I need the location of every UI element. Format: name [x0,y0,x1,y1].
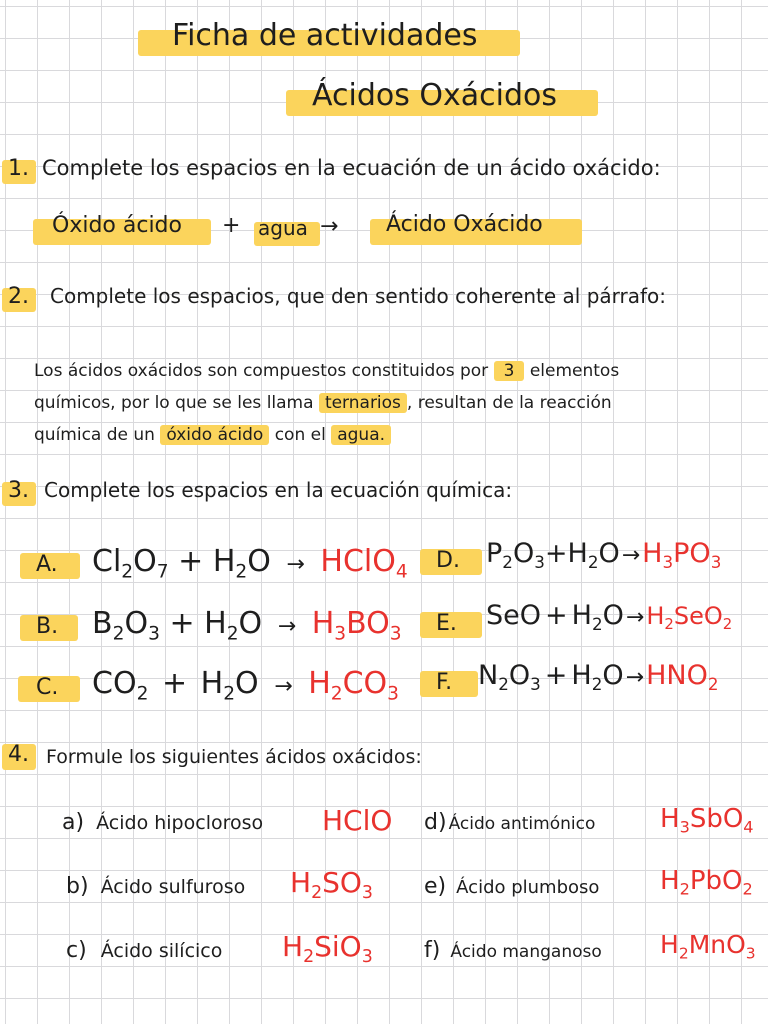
q4-item-b-formula: $H_2SO_3$ [290,866,373,904]
q3-number: 3. [8,478,29,503]
eq-b-arrow: → [277,614,297,639]
eq-f-reactant: $N_2O_3$ [478,660,541,694]
eq-f-label: F. [436,670,453,695]
q2-line-2 [34,387,619,419]
eq-e-arrow: → [625,605,645,630]
eq-d-label: D. [436,548,460,573]
q1-result: Ácido Oxácido [386,212,543,237]
eq-e-reactant: SeO [486,600,542,631]
q2-line2-text-a: químicos, por lo que se les llama [34,393,314,413]
eq-b [92,606,402,645]
eq-e-water: $H_2O$ [571,600,624,634]
q1-plus: + [222,213,241,238]
eq-f-water: $H_2O$ [571,660,624,694]
eq-c-label: C. [36,675,59,700]
eq-c-arrow: → [274,674,293,699]
q2-blank-3: óxido ácido [160,425,269,445]
page-title: Ficha de actividades [172,18,478,53]
eq-a-plus: + [178,544,204,579]
eq-a-label: A. [36,552,58,577]
eq-f-arrow: → [625,665,645,690]
q4-item-c [66,938,222,963]
q2-number: 2. [8,284,29,309]
q4-item-f-label: f) [424,938,441,963]
q4-item-e-label: e) [424,874,447,899]
q2-paragraph [34,355,619,451]
eq-e-label: E. [436,611,457,636]
eq-c-plus: + [161,666,188,701]
eq-d [486,538,722,572]
q4-item-b-name: Ácido sulfuroso [100,876,246,898]
q1-term2: agua [258,216,308,240]
q4-item-a-formula: HClO [322,804,393,837]
page-subtitle: Ácidos Oxácidos [312,78,557,113]
q2-prompt: Complete los espacios, que den sentido coherente al párrafo: [50,284,667,308]
q1-arrow: → [320,214,339,239]
q1-prompt: Complete los espacios en la ecuación de un ácido oxácido: [42,156,661,180]
q4-item-a-label: a) [62,810,85,835]
eq-d-product: $H_3PO_3$ [642,538,722,572]
eq-a-reactant: $Cl_2O_7$ [92,544,169,583]
eq-c-reactant: $CO_2$ [92,666,149,705]
q4-item-b [66,874,245,899]
q4-item-d [424,810,595,835]
q2-line-1 [34,355,619,387]
q1-number: 1. [8,156,29,181]
eq-e [486,600,733,634]
eq-b-product: $H_3BO_3$ [311,606,402,645]
q4-item-e-formula: $H_2PbO_2$ [660,866,753,899]
q4-item-e-name: Ácido plumboso [456,877,600,898]
eq-a-arrow: → [286,552,305,577]
q4-item-a-name: Ácido hipocloroso [96,812,264,834]
q4-item-f-formula: $H_2MnO_3$ [660,930,756,963]
q2-line3-text-b: con el [274,425,326,445]
eq-c-product: $H_2CO_3$ [308,666,400,705]
q4-item-a [62,810,263,835]
eq-c [92,666,400,705]
q2-line1-text-a: Los ácidos oxácidos son compuestos constituidos por [34,361,489,381]
q4-item-d-name: Ácido antimónico [448,814,596,834]
q4-item-e [424,874,599,899]
eq-a-product: HClO$_4$ [320,544,408,583]
q2-line3-text-a: química de un [34,425,155,445]
eq-b-label: B. [36,614,59,639]
eq-d-plus: + [544,538,568,569]
eq-d-arrow: → [621,543,641,568]
eq-b-water: $H_2O$ [204,606,263,645]
eq-a [92,544,408,583]
eq-b-reactant: $B_2O_3$ [92,606,160,645]
eq-e-product: $H_2SeO_2$ [646,602,733,634]
q2-blank-2: ternarios [319,393,407,413]
eq-a-water: $H_2O$ [212,544,271,583]
q4-item-f [424,938,602,963]
q2-line2-text-b: , resultan de la reacción [406,393,612,413]
q4-number: 4. [8,742,29,767]
q4-item-c-formula: $H_2SiO_3$ [282,930,373,968]
q2-blank-4: agua. [331,425,391,445]
eq-b-plus: + [169,606,195,641]
eq-f-product: $HNO_2$ [646,660,719,694]
eq-f [478,660,719,694]
q3-prompt: Complete los espacios en la ecuación química: [44,478,513,502]
q4-item-c-label: c) [66,938,87,963]
q4-item-d-formula: $H_3SbO_4$ [660,804,754,837]
q4-item-b-label: b) [66,874,89,899]
q2-line-3 [34,419,619,451]
eq-f-plus: + [544,660,568,691]
q2-blank-1: 3 [494,361,525,381]
eq-c-water: $H_2O$ [200,666,259,705]
eq-e-plus: + [545,600,568,631]
q2-line1-text-b: elementos [529,361,620,381]
eq-d-reactant: $P_2O_3$ [486,538,545,572]
q4-prompt: Formule los siguientes ácidos oxácidos: [46,746,422,768]
eq-d-water: $H_2O$ [567,538,620,572]
q4-item-d-label: d) [424,810,447,835]
q1-term1: Óxido ácido [52,213,182,238]
q4-item-c-name: Ácido silícico [100,940,223,962]
q4-item-f-name: Ácido manganoso [450,942,602,962]
